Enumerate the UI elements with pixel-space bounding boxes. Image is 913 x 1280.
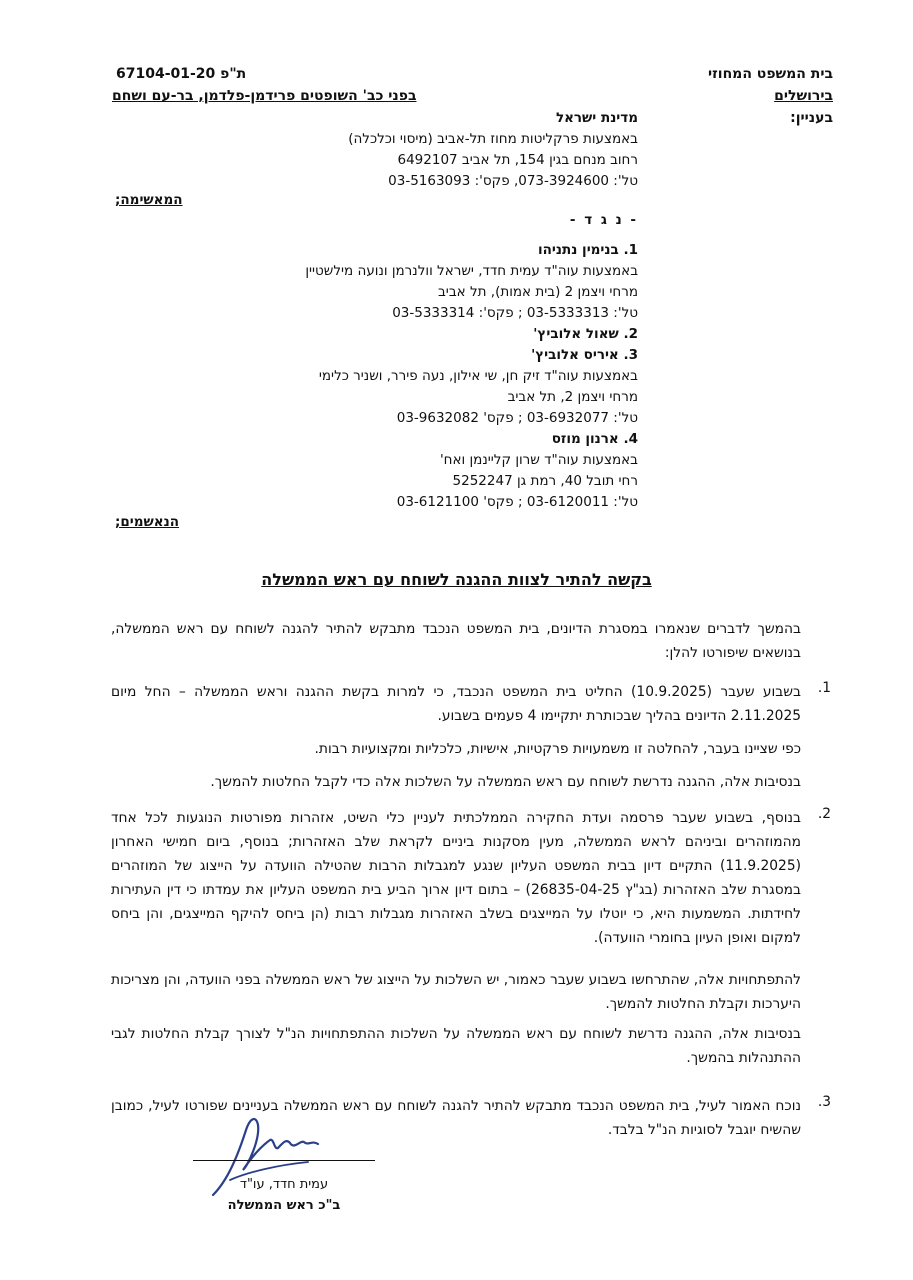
defendant-name: 3. איריס אלוביץ' xyxy=(531,347,638,363)
item-paragraph: בנוסף, בשבוע שעבר פרסמה ועדת החקירה הממלכתית לעניין כלי השיט, אזהרות מפורטות הנוגעות לכל אחד מהמוזהרים וביניהם לראש הממשלה, מעין מסקנות ביניים לקראת שלב האזהרות; בנוסף, ביום חמישי האחרון (11.9.2025) התקיים דיון בבית המשפט העליון שנגע למגבלות הרבות שהטילה הוועדה על הייצוג של המוזהרים במסגרת שלב האזהרות (בג"ץ 26835-04-25) – בתום דיון ארוך הביע בית המשפט העליון את עמדתו כי דין העתירות לחידתות. המשמעות היא, כי יוטלו על המייצגים בשלב האזהרות מגבלות רבות (הן ביחס להיקף המייצגים, והן ביחס למקום ואופן העיון בחומרי הוועדה). xyxy=(111,810,802,946)
prosecution-line: רחוב מנחם בגין 154, תל אביב 6492107 xyxy=(397,152,638,168)
defendant-line: רחי תובל 40, רמת גן 5252247 xyxy=(452,473,638,489)
item-paragraph: כפי שציינו בעבר, להחלטה זו משמעויות פרקטיות, אישיות, כלכליות ומקצועיות רבות. xyxy=(314,741,801,757)
versus-label: - נ ג ד - xyxy=(569,212,638,228)
prosecution-role: המאשימה; xyxy=(115,192,183,208)
defendants-role: הנאשמים; xyxy=(115,514,179,530)
court-location: בירושלים xyxy=(774,88,833,104)
prosecution-line: טל': 073-3924600, פקס': 03-5163093 xyxy=(388,173,638,189)
defendant-name: 4. ארנון מוזס xyxy=(551,431,638,447)
defendants-block xyxy=(305,240,638,513)
document-title: בקשה להתיר לצוות ההגנה לשוחח עם ראש הממשלה xyxy=(261,570,652,589)
item-paragraph: להתפתחויות אלה, שהתרחשו בשבוע שעבר כאמור, יש השלכות על הייצוג של ראש הממשלה בפני הוועדה, והן מצריכות היערכות וקבלת החלטות להמשך. xyxy=(111,972,801,1012)
signer-role: ב"כ ראש הממשלה xyxy=(227,1198,341,1213)
defendant-line: טל': 03-5333313 ; פקס': 03-5333314 xyxy=(392,305,638,321)
regarding-label: בעניין: xyxy=(790,110,833,126)
defendant-line: טל': 03-6932077 ; פקס' 03-9632082 xyxy=(396,410,638,426)
defendant-line: באמצעות עוה"ד עמית חדד, ישראל וולנרמן ונועה מילשטיין xyxy=(305,263,638,279)
intro-paragraph: בהמשך לדברים שנאמרו במסגרת הדיונים, בית המשפט הנכבד מתבקש להתיר להגנה לשוחח עם ראש הממשלה, בנושאים שיפורטו להלן: xyxy=(111,621,801,661)
defendant-line: באמצעות עוה"ד זיק חן, שי אילון, נעה פירר, ושניר כלימי xyxy=(318,368,638,384)
defendant-line: באמצעות עוה"ד שרון קליינמן ואח' xyxy=(439,452,638,468)
item-number: 3. xyxy=(817,1094,831,1110)
prosecution-name: מדינת ישראל xyxy=(555,110,638,126)
defendant-name: 1. בנימין נתניהו xyxy=(538,242,638,258)
case-number: ת"פ 67104-01-20 xyxy=(116,66,247,82)
judges-line: בפני כב' השופטים פרידמן-פלדמן, בר-עם ושחם xyxy=(112,88,417,104)
prosecution-line: באמצעות פרקליטות מחוז תל-אביב (מיסוי וכלכלה) xyxy=(348,131,638,147)
defendant-name: 2. שאול אלוביץ' xyxy=(533,326,638,342)
item-paragraph: בנסיבות אלה, ההגנה נדרשת לשוחח עם ראש הממשלה על השלכות אלה כדי לקבל החלטות להמשך. xyxy=(210,774,801,790)
defendant-line: מרחי ויצמן 2 (בית אמות), תל אביב xyxy=(438,284,638,300)
item-number: 2. xyxy=(817,806,831,822)
item-paragraph: בשבוע שעבר (10.9.2025) החליט בית המשפט הנכבד, כי למרות בקשת ההגנה וראש הממשלה – החל מיום 2.11.2025 הדיונים בהליך שבכותרת יתקיימו 4 פעמים בשבוע. xyxy=(111,684,802,724)
prosecution-block xyxy=(348,108,638,192)
signer-name: עמית חדד, עו"ד xyxy=(239,1177,329,1192)
defendant-line: מרחי ויצמן 2, תל אביב xyxy=(507,389,638,405)
item-paragraph: נוכח האמור לעיל, בית המשפט הנכבד מתבקש להתיר להגנה לשוחח עם ראש הממשלה בעניינים שפורטו לעיל, כמובן שהשיח יוגבל לסוגיות הנ"ל בלבד. xyxy=(111,1098,801,1138)
signature-line xyxy=(193,1160,375,1161)
item-number: 1. xyxy=(817,680,831,696)
court-name: בית המשפט המחוזי xyxy=(708,66,833,82)
item-paragraph: בנסיבות אלה, ההגנה נדרשת לשוחח עם ראש הממשלה על השלכות ההתפתחויות הנ"ל לצורך קבלת החלטות לגבי ההתנהלות בהמשך. xyxy=(111,1026,801,1066)
defendant-line: טל': 03-6120011 ; פקס' 03-6121100 xyxy=(396,494,638,510)
